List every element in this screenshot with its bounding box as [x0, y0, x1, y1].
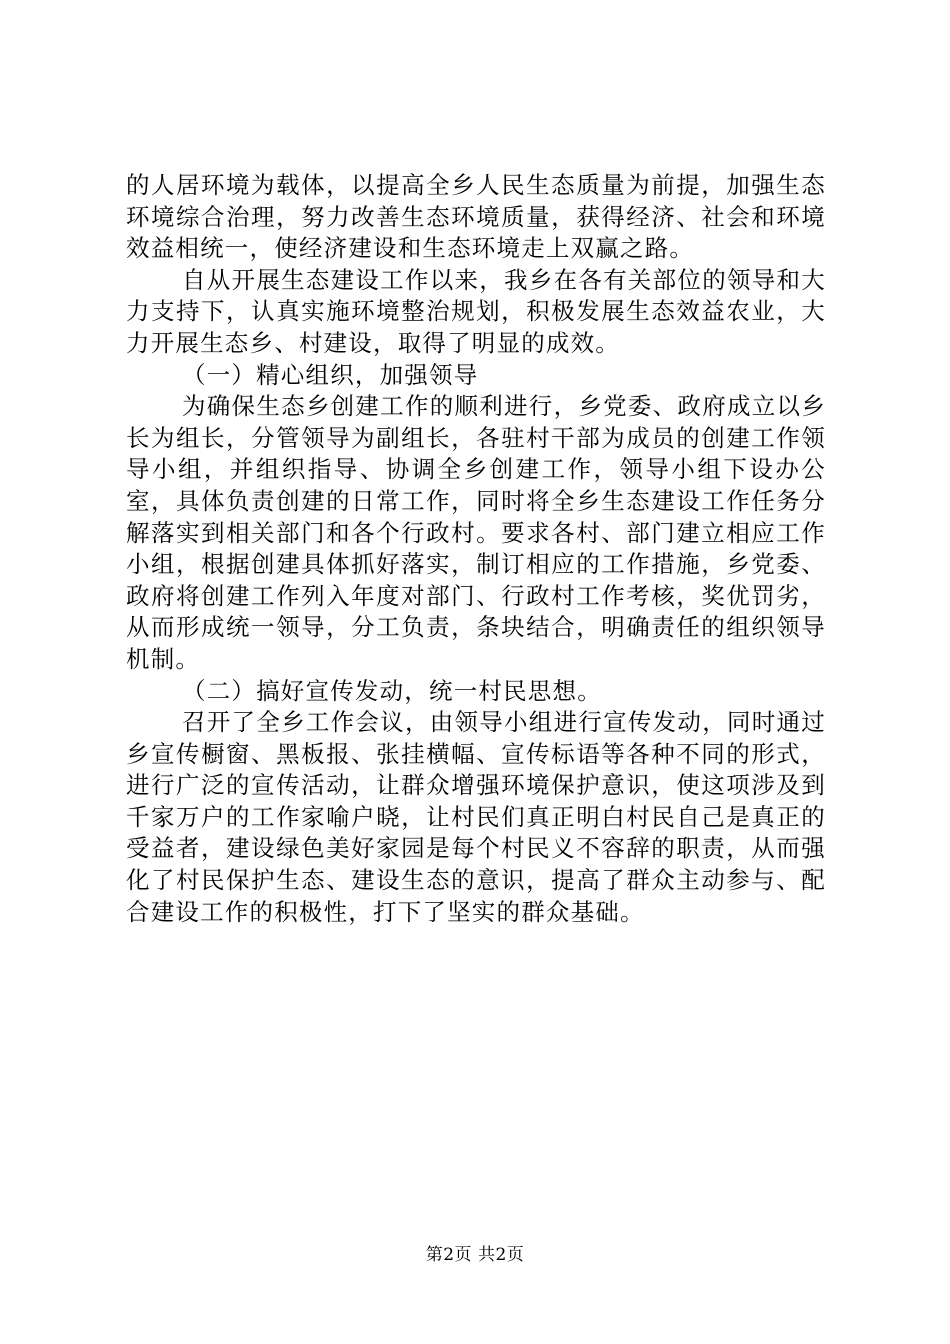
- document-body: [126, 170, 826, 928]
- paragraph-intro: 自从开展生态建设工作以来，我乡在各有关部位的领导和大力支持下，认真实施环境整治规划，积极发展生态效益农业，大力开展生态乡、村建设，取得了明显的成效。: [126, 265, 826, 357]
- section-heading-1: （一）精心组织，加强领导: [182, 360, 479, 389]
- paragraph-section-2: 召开了全乡工作会议，由领导小组进行宣传发动，同时通过乡宣传橱窗、黑板报、张挂横幅、宣传标语等各种不同的形式，进行广泛的宣传活动，让群众增强环境保护意识，使这项涉及到千家万户的工作家喻户晓，让村民们真正明白村民自己是真正的受益者，建设绿色美好家园是每个村民义不容辞的职责，从而强化了村民保护生态、建设生态的意识，提高了群众主动参与、配合建设工作的积极性，打下了坚实的群众基础。: [126, 708, 826, 926]
- page-number-footer: 第2页 共2页: [425, 1245, 525, 1265]
- paragraph-continued: 的人居环境为载体，以提高全乡人民生态质量为前提，加强生态环境综合治理，努力改善生态环境质量，获得经济、社会和环境效益相统一，使经济建设和生态环境走上双赢之路。: [126, 171, 826, 263]
- paragraph-section-1: 为确保生态乡创建工作的顺利进行，乡党委、政府成立以乡长为组长，分管领导为副组长，各驻村干部为成员的创建工作领导小组，并组织指导、协调全乡创建工作，领导小组下设办公室，具体负责创建的日常工作，同时将全乡生态建设工作任务分解落实到相关部门和各个行政村。要求各村、部门建立相应工作小组，根据创建具体抓好落实，制订相应的工作措施，乡党委、政府将创建工作列入年度对部门、行政村工作考核，奖优罚劣，从而形成统一领导，分工负责，条块结合，明确责任的组织领导机制。: [126, 392, 826, 673]
- section-heading-2: （二）搞好宣传发动，统一村民思想。: [182, 676, 602, 705]
